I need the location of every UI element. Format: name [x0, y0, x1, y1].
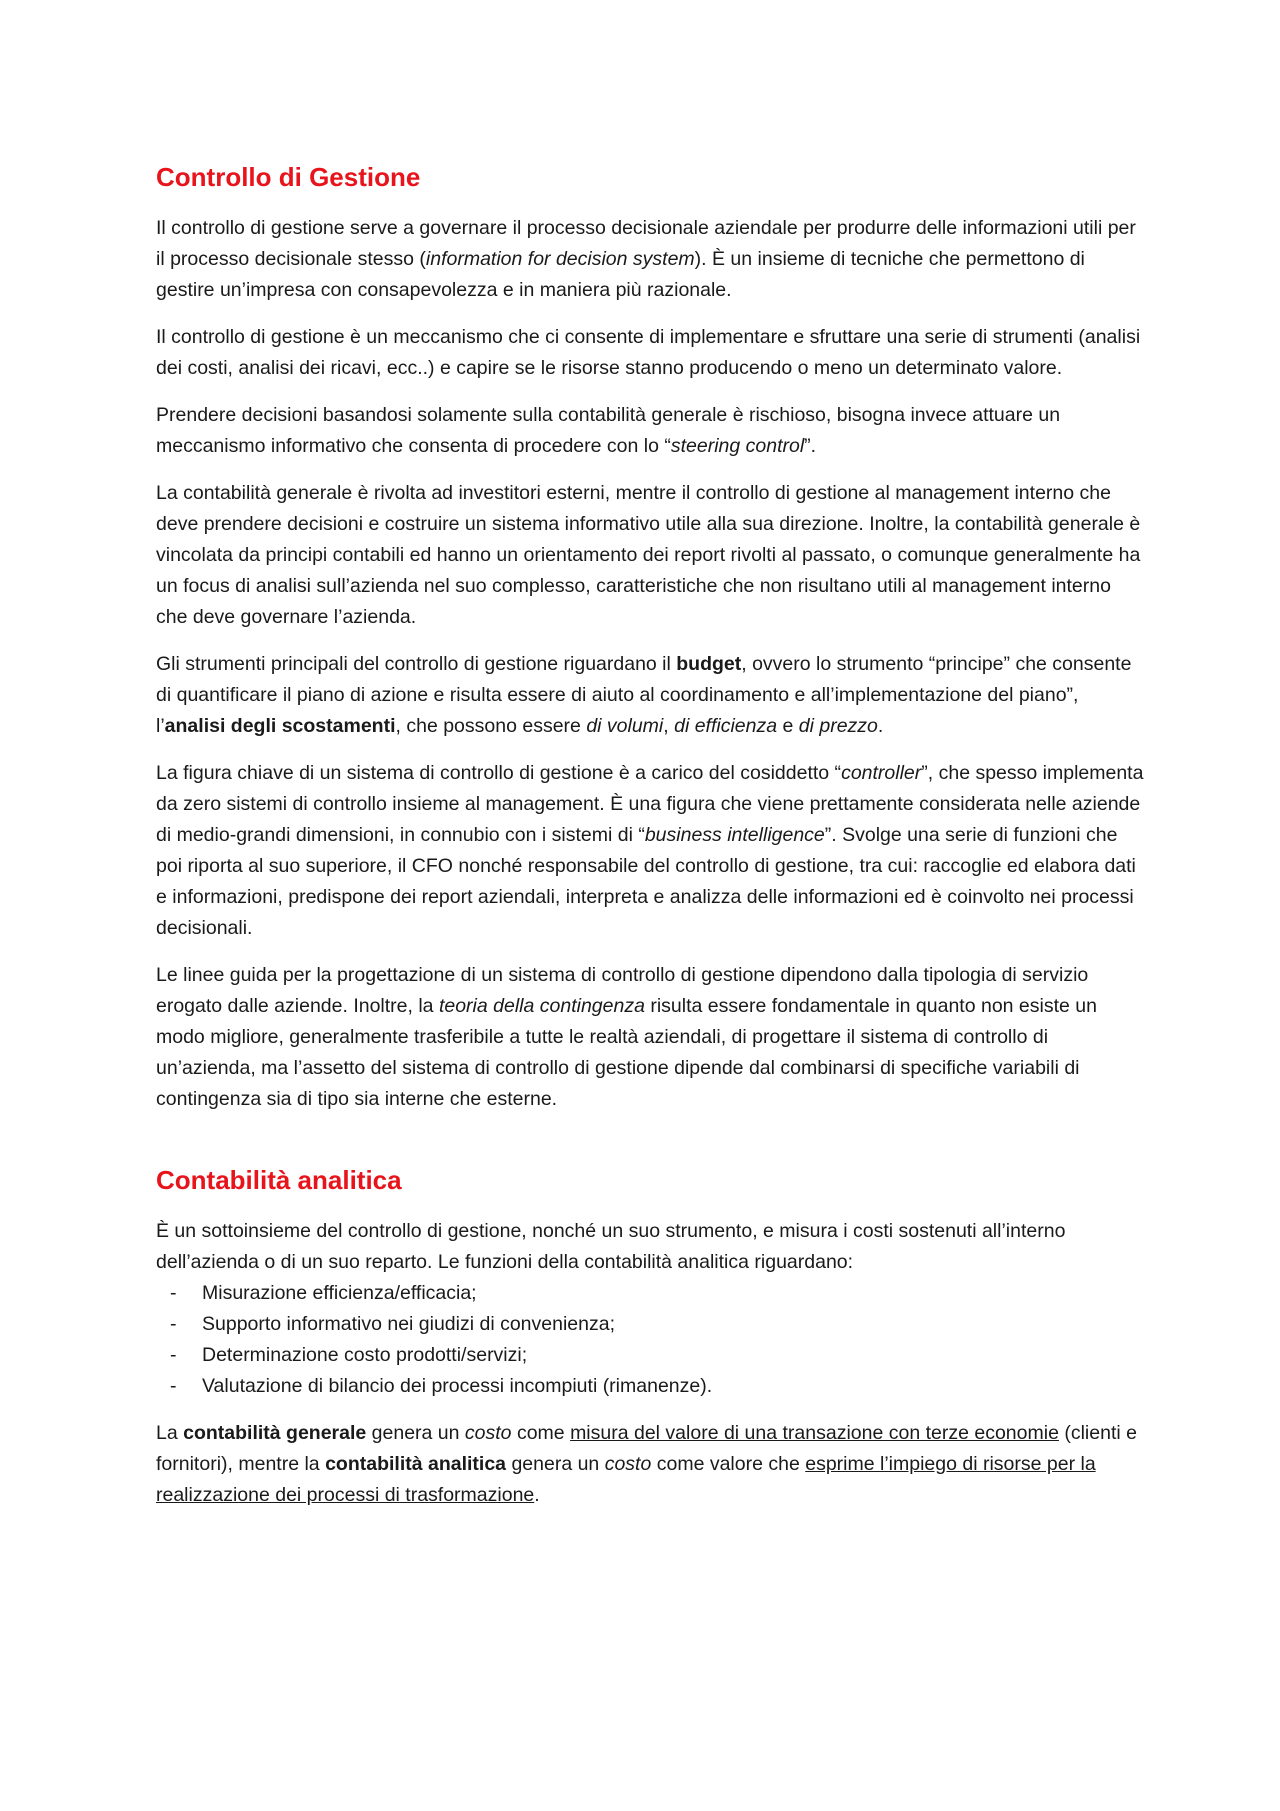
functions-list: [156, 1278, 1146, 1402]
document-content: [156, 150, 1146, 1527]
list-item: - Determinazione costo prodotti/servizi;: [156, 1340, 1146, 1371]
list-item: - Valutazione di bilancio dei processi incompiuti (rimanenze).: [156, 1371, 1146, 1402]
section-title-controllo-di-gestione: Controllo di Gestione: [156, 162, 421, 192]
paragraph-1: Il controllo di gestione serve a governare il processo decisionale aziendale per produrre delle informazioni utili per il processo decisionale stesso (information for decision system). È un insieme di tecniche che permettono di gestire un’impresa con consapevolezza e in maniera più razionale.: [156, 217, 1136, 301]
paragraph-3: Prendere decisioni basandosi solamente sulla contabilità generale è rischioso, bisogna invece attuare un meccanismo informativo che consenta di procedere con lo “steering control”.: [156, 404, 1061, 457]
paragraph-5: Gli strumenti principali del controllo di gestione riguardano il budget, ovvero lo strumento “principe” che consente di quantificare il piano di azione e risulta essere di aiuto al coordinamento e all’implementazione del piano”, l’analisi degli scostamenti, che possono essere di volumi, di efficienza e di prezzo.: [156, 653, 1132, 737]
paragraph-8: È un sottoinsieme del controllo di gestione, nonché un suo strumento, e misura i costi sostenuti all’interno dell’azienda o di un suo reparto. Le funzioni della contabilità analitica riguardano:: [156, 1220, 1066, 1273]
paragraph-9: La contabilità generale genera un costo come misura del valore di una transazione con terze economie (clienti e fornitori), mentre la contabilità analitica genera un costo come valore che esprime l’impiego di risorse per la realizzazione dei processi di trasformazione.: [156, 1422, 1137, 1506]
list-item: - Misurazione efficienza/efficacia;: [156, 1278, 1146, 1309]
paragraph-7: Le linee guida per la progettazione di un sistema di controllo di gestione dipendono dalla tipologia di servizio erogato dalle aziende. Inoltre, la teoria della contingenza risulta essere fondamentale in quanto non esiste un modo migliore, generalmente trasferibile a tutte le realtà aziendali, di progettare il sistema di controllo di un’azienda, ma l’assetto del sistema di controllo di gestione dipende dal combinarsi di specifiche variabili di contingenza sia di tipo sia interne che esterne.: [156, 964, 1097, 1110]
paragraph-6: La figura chiave di un sistema di controllo di gestione è a carico del cosiddetto “controller”, che spesso implementa da zero sistemi di controllo insieme al management. È una figura che viene prettamente considerata nelle aziende di medio-grandi dimensioni, in connubio con i sistemi di “business intelligence”. Svolge una serie di funzioni che poi riporta al suo superiore, il CFO nonché responsabile del controllo di gestione, tra cui: raccoglie ed elabora dati e informazioni, predispone dei report aziendali, interpreta e analizza delle informazioni ed è coinvolto nei processi decisionali.: [156, 762, 1144, 939]
list-item: - Supporto informativo nei giudizi di convenienza;: [156, 1309, 1146, 1340]
section-title-contabilita-analitica: Contabilità analitica: [156, 1165, 402, 1195]
paragraph-4: La contabilità generale è rivolta ad investitori esterni, mentre il controllo di gestione al management interno che deve prendere decisioni e costruire un sistema informativo utile alla sua direzione. Inoltre, la contabilità generale è vincolata da principi contabili ed hanno un orientamento dei report rivolti al passato, o comunque generalmente ha un focus di analisi sull’azienda nel suo complesso, caratteristiche che non risultano utili al management interno che deve governare l’azienda.: [156, 482, 1141, 628]
paragraph-2: Il controllo di gestione è un meccanismo che ci consente di implementare e sfruttare una serie di strumenti (analisi dei costi, analisi dei ricavi, ecc..) e capire se le risorse stanno producendo o meno un determinato valore.: [156, 326, 1141, 379]
